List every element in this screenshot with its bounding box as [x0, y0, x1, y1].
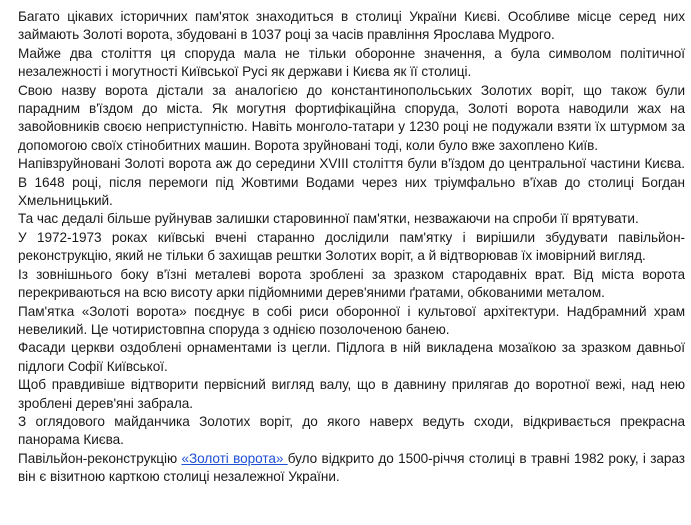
paragraph-12-end: було відкрито до 1500-річчя столиці в травні 1982 року, і зараз він є візитною карткою столиці незалежної України. — [18, 450, 685, 485]
paragraph-1: Багато цікавих історичних пам'яток знаходиться в столиці України Києві. Особливе місце серед них займають Золоті ворота, збудовані в 1037 році за часів правління Ярослава Мудрого. — [18, 9, 685, 43]
paragraph-11: З оглядового майданчика Золотих воріт, до якого наверх ведуть сходи, відкривається прекрасна панорама Києва. — [18, 413, 685, 448]
paragraph-7: Із зовнішнього боку в'їзні металеві ворота зроблені за зразком стародавніх врат. Від міста ворота перекриваються на всю висоту арки підйомними дерев'яними ґратами, обкованими металом. — [18, 266, 685, 301]
paragraph-6: У 1972-1973 роках київські вчені старанно дослідили пам'ятку і вирішили збудувати павільйон-реконструкцію, який не тільки б захищав рештки Золотих воріт, а й відтворював їх імовірний вигляд. — [18, 229, 685, 264]
zoloti-vorota-link[interactable]: «Золоті ворота» — [181, 450, 288, 466]
paragraph-10: Щоб правдивіше відтворити первісний вигляд валу, що в давнину прилягав до воротної вежі, над нею зроблені дерев'яні забрала. — [18, 377, 685, 411]
paragraph-4: Напівзруйновані Золоті ворота аж до середини XVIII століття були в'їздом до центральної частини Києва. В 1648 році, після перемоги під Жовтими Водами через них тріумфально в'їхав до столиці Богдан Хмельницький. — [18, 156, 685, 209]
paragraph-5: Та час дедалі більше руйнував залишки старовинної пам'ятки, незважаючи на спроби її врятувати. — [18, 211, 639, 227]
paragraph-12-start: Павільйон-реконструкцію — [18, 450, 182, 466]
paragraph-2: Майже два століття ця споруда мала не тільки оборонне значення, а була символом політичної незалежності і могутності Київської Русі як держави і Києва як її столиці. — [18, 45, 685, 80]
paragraph-12 — [18, 450, 685, 487]
paragraph-9: Фасади церкви оздоблені орнаментами із цегли. Підлога в ній викладена мозаїкою за зразком давньої підлоги Софії Київської. — [18, 340, 685, 374]
paragraph-3: Свою назву ворота дістали за аналогією до константинопольських Золотих воріт, що також були парадним в'їздом до міста. Як могутня фортифікаційна споруда, Золоті ворота наводили жах на завойовників своєю неприступністю. Навіть монголо-татари у 1230 році не подужали взяти їх штурмом за допомогою своїх стінобитних машин. Ворота зруйновані тоді, коли було вже захоплено Київ. — [18, 82, 685, 153]
paragraph-8: Пам'ятка «Золоті ворота» поєднує в собі риси оборонної і культової архітектури. Надбрамний храм невеликий. Це чотиристовпна споруда з однією позолоченою банею. — [18, 303, 685, 337]
